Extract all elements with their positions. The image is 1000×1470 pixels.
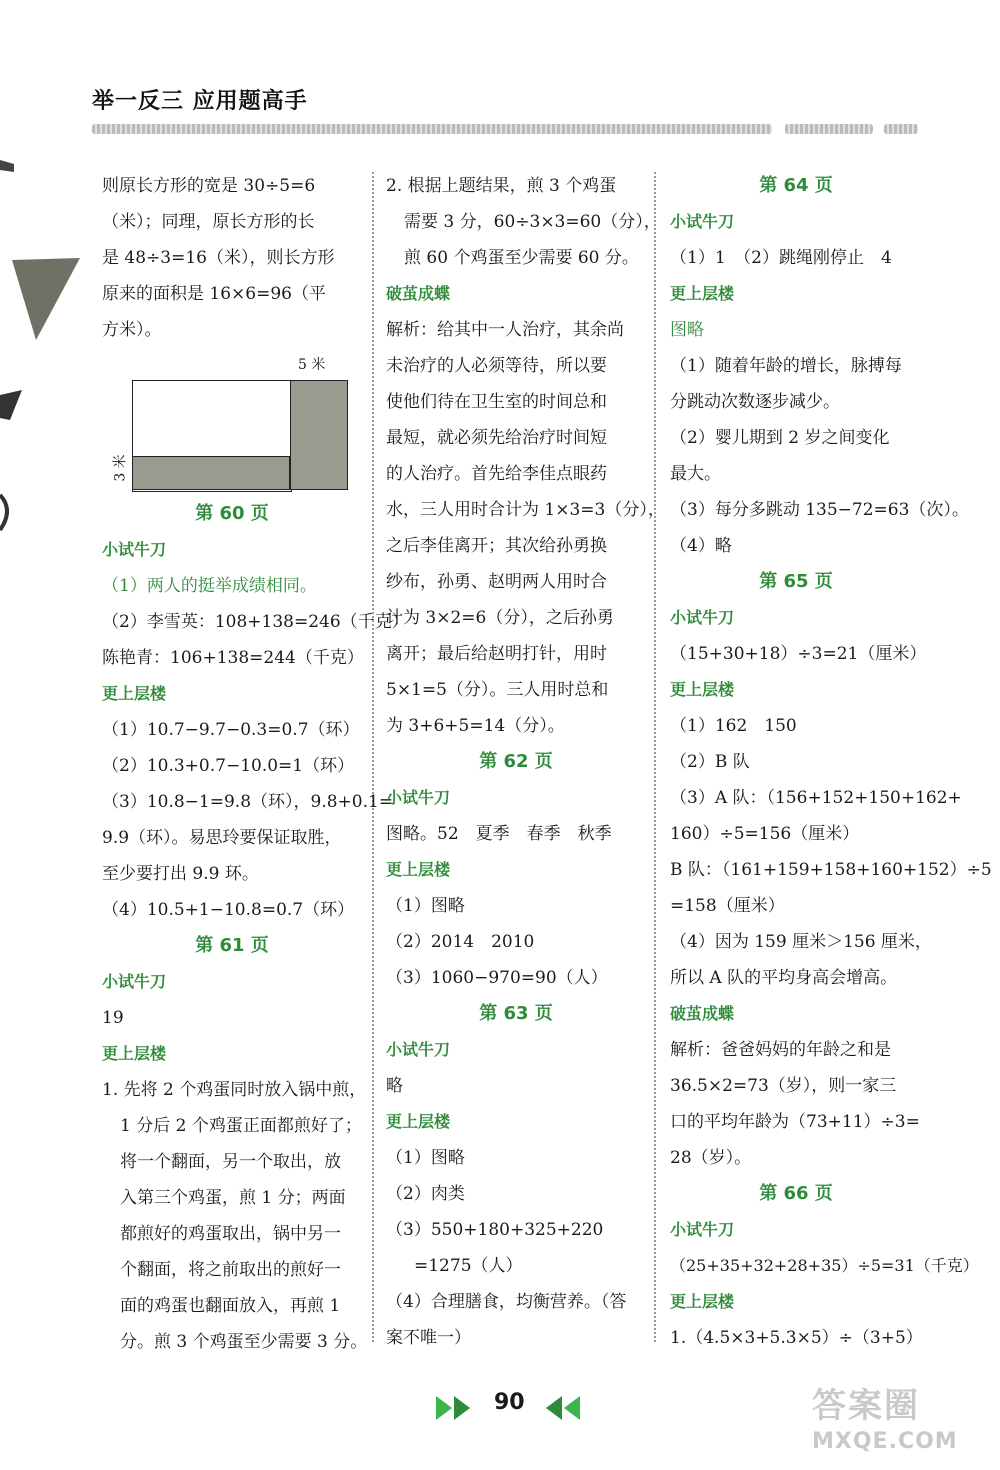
figure-label: 5 米 [298, 357, 326, 373]
text-line: 入第三个鸡蛋，煎 1 分；两面 [120, 1188, 346, 1208]
figure-label: 3 米 [112, 454, 129, 482]
text-line: （1）两人的挺举成绩相同。 [102, 576, 317, 596]
text-line: 面的鸡蛋也翻面放入，再煎 1 [120, 1296, 341, 1316]
watermark-logo: 答案圈 [812, 1386, 920, 1426]
section-heading: 更上层楼 [386, 1112, 451, 1131]
text-line: （2）10.3+0.7−10.0=1（环） [102, 756, 355, 776]
text-line: 160）÷5=156（厘米） [670, 824, 860, 844]
text-line: 未治疗的人必须等待，所以要 [386, 356, 607, 376]
page-heading: 第 62 页 [479, 751, 553, 772]
section-heading: 更上层楼 [670, 1292, 735, 1311]
text-line: 36.5×2=73（岁），则一家三 [670, 1076, 897, 1096]
text-line: （3）A 队：（156+152+150+162+ [670, 788, 962, 808]
header-rule [785, 124, 873, 134]
double-arrow-left-icon [544, 1394, 584, 1422]
section-heading: 小试牛刀 [670, 212, 735, 231]
text-line: （2）2014 2010 [386, 932, 535, 952]
text-line: （4）因为 159 厘米＞156 厘米， [670, 932, 932, 952]
text-line: （2）婴儿期到 2 岁之间变化 [670, 428, 890, 448]
text-line: 则原长方形的宽是 30÷5=6 [102, 176, 316, 196]
text-line: 分跳动次数逐步减少。 [670, 392, 840, 412]
text-line: 水，三人用时合计为 1×3=3（分）， [386, 500, 665, 520]
text-line: 2. 根据上题结果，煎 3 个鸡蛋 [386, 176, 617, 196]
section-heading: 小试牛刀 [670, 608, 735, 627]
text-line: B 队：（161+159+158+160+152）÷5 [670, 860, 992, 880]
section-heading: 更上层楼 [670, 284, 735, 303]
text-line: （1）图略 [386, 1148, 465, 1168]
text-line: 至少要打出 9.9 环。 [102, 864, 259, 884]
left-edge-decoration [0, 150, 90, 570]
text-line: 1.（4.5×3+5.3×5）÷（3+5） [670, 1328, 923, 1348]
edge-mark [0, 390, 22, 420]
text-line: （4）合理膳食，均衡营养。（答 [386, 1292, 627, 1312]
section-heading: 小试牛刀 [386, 788, 451, 807]
section-heading: 更上层楼 [102, 684, 167, 703]
text-line: （3）550+180+325+220 [386, 1220, 604, 1240]
section-heading: 小试牛刀 [386, 1040, 451, 1059]
page-footer [434, 1390, 584, 1426]
shaded-strip-bottom [132, 456, 290, 490]
text-line: （1）随着年龄的增长，脉搏每 [670, 356, 902, 376]
text-line: 图略 [670, 320, 704, 340]
section-heading: 小试牛刀 [670, 1220, 735, 1239]
text-line: （25+35+32+28+35）÷5=31（千克） [670, 1256, 979, 1275]
text-line: 的人治疗。首先给李佳点眼药 [386, 464, 607, 484]
text-line: 需要 3 分，60÷3×3=60（分）， [404, 212, 661, 232]
text-line: （1）10.7−9.7−0.3=0.7（环） [102, 720, 360, 740]
text-line: 略 [386, 1076, 403, 1096]
watermark-url: MXQE.COM [812, 1429, 958, 1454]
text-line: 口的平均年龄为（73+11）÷3= [670, 1112, 920, 1132]
page-number: 90 [494, 1390, 525, 1415]
text-line: 所以 A 队的平均身高会增高。 [670, 968, 898, 988]
text-line: =1275（人） [414, 1256, 523, 1276]
column-divider [654, 172, 656, 1342]
text-line: 个翻面，将之前取出的煎好一 [120, 1260, 341, 1280]
text-line: （3）1060−970=90（人） [386, 968, 608, 988]
column-divider [372, 172, 374, 1342]
text-line: （2）肉类 [386, 1184, 465, 1204]
page-heading: 第 61 页 [195, 935, 269, 956]
page-heading: 第 66 页 [759, 1183, 833, 1204]
text-line: 案不唯一） [386, 1328, 471, 1348]
section-heading: 破茧成蝶 [670, 1004, 735, 1023]
text-line: （1）162 150 [670, 716, 797, 736]
page-heading: 第 64 页 [759, 175, 833, 196]
shaded-strip-right [290, 380, 348, 490]
text-line: （15+30+18）÷3=21（厘米） [670, 644, 927, 664]
text-line: （2）B 队 [670, 752, 750, 772]
section-heading: 小试牛刀 [102, 540, 167, 559]
header-rule [92, 124, 772, 134]
text-line: 煎 60 个鸡蛋至少需要 60 分。 [404, 248, 639, 268]
text-line: 1. 先将 2 个鸡蛋同时放入锅中煎， [102, 1080, 367, 1100]
text-line: 纱布，孙勇、赵明两人用时合 [386, 572, 607, 592]
text-line: 都煎好的鸡蛋取出，锅中另一 [120, 1224, 341, 1244]
column-2 [386, 168, 665, 1356]
text-line: 分。煎 3 个鸡蛋至少需要 3 分。 [120, 1332, 368, 1352]
text-line: 使他们待在卫生室的时间总和 [386, 392, 607, 412]
edge-mark [0, 495, 7, 530]
page-heading: 第 65 页 [759, 571, 833, 592]
text-line: （2）李雪英：108+138=246（千克） [102, 612, 409, 632]
page-heading: 第 63 页 [479, 1003, 553, 1024]
header-title: 举一反三 应用题高手 [92, 89, 308, 114]
text-line: （1）图略 [386, 896, 465, 916]
column-3 [670, 168, 992, 1356]
text-line: 1 分后 2 个鸡蛋正面都煎好了； [120, 1116, 362, 1136]
text-line: 计为 3×2=6（分），之后孙勇 [386, 608, 614, 628]
text-line: 图略。52 夏季 春季 秋季 [386, 824, 612, 844]
text-line: 方米）。 [102, 320, 162, 340]
text-line: 19 [102, 1008, 124, 1028]
text-line: 最短，就必须先给治疗时间短 [386, 428, 607, 448]
watermark [812, 1378, 958, 1454]
rectangle-figure [102, 348, 362, 496]
text-line: 解析：给其中一人治疗，其余尚 [386, 320, 624, 340]
text-line: 9.9（环）。易思玲要保证取胜， [102, 828, 342, 848]
text-line: 陈艳青：106+138=244（千克） [102, 648, 364, 668]
column-1 [102, 168, 409, 1360]
section-heading: 更上层楼 [102, 1044, 167, 1063]
section-heading: 小试牛刀 [102, 972, 167, 991]
triangle-decoration [12, 258, 80, 340]
text-line: （4）10.5+1−10.8=0.7（环） [102, 900, 355, 920]
text-line: （米）；同理，原长方形的长 [102, 212, 315, 232]
text-line: 最大。 [670, 464, 721, 484]
text-line: 5×1=5（分）。三人用时总和 [386, 680, 609, 700]
section-heading: 破茧成蝶 [386, 284, 451, 303]
text-line: 是 48÷3=16（米），则长方形 [102, 248, 335, 268]
text-line: 将一个翻面，另一个取出，放 [120, 1152, 341, 1172]
page-heading: 第 60 页 [195, 503, 269, 524]
section-heading: 更上层楼 [670, 680, 735, 699]
text-line: 之后李佳离开；其次给孙勇换 [386, 536, 607, 556]
header-rule [884, 124, 918, 134]
text-line: 原来的面积是 16×6=96（平 [102, 284, 326, 304]
text-line: =158（厘米） [670, 896, 785, 916]
text-line: （1）1 （2）跳绳刚停止 4 [670, 248, 892, 268]
text-line: 为 3+6+5=14（分）。 [386, 716, 565, 736]
text-line: （4）略 [670, 536, 732, 556]
text-line: 解析：爸爸妈妈的年龄之和是 [670, 1040, 891, 1060]
double-arrow-right-icon [434, 1394, 474, 1422]
text-line: 离开；最后给赵明打针，用时 [386, 644, 607, 664]
text-line: （3）每分多跳动 135−72=63（次）。 [670, 500, 969, 520]
edge-mark [0, 160, 14, 172]
text-line: （3）10.8−1=9.8（环），9.8+0.1= [102, 792, 394, 812]
text-line: 28（岁）。 [670, 1148, 752, 1168]
section-heading: 更上层楼 [386, 860, 451, 879]
